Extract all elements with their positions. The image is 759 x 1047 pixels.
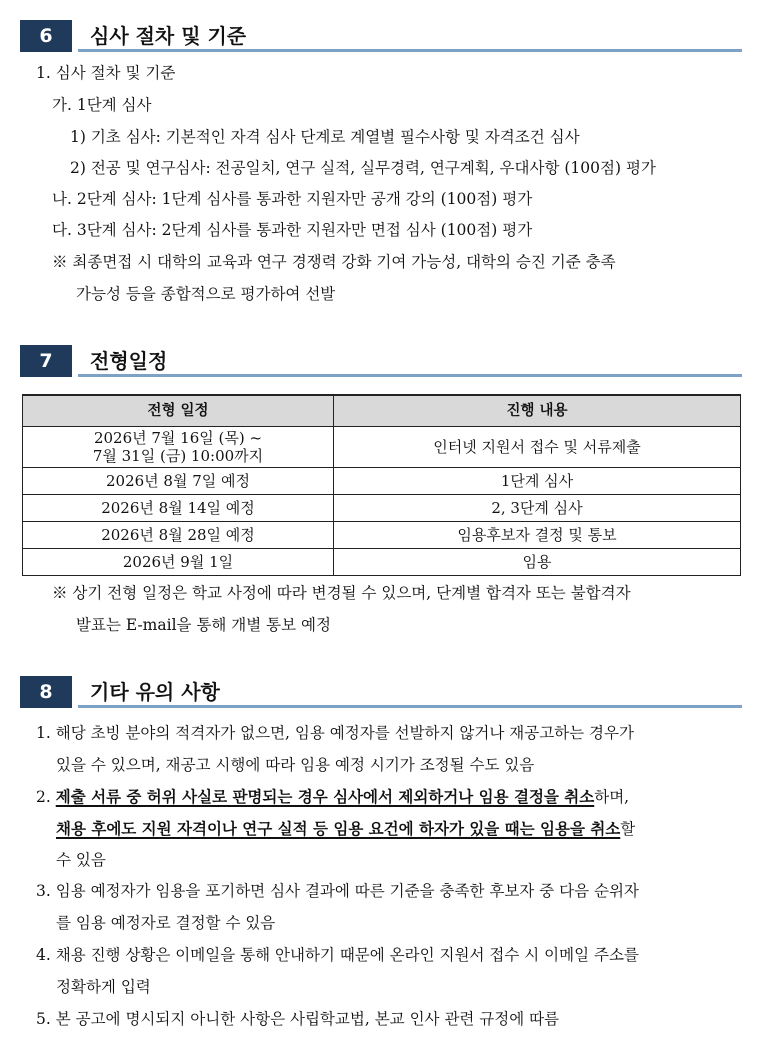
section-title: 심사 절차 및 기준 (90, 24, 247, 48)
schedule-content: 2, 3단계 심사 (334, 495, 741, 522)
notice-item-1: 1. 해당 초빙 분야의 적격자가 없으면, 임용 예정자를 선발하지 않거나 재공고하는 경우가 (36, 724, 634, 742)
section-number: 6 (20, 20, 72, 52)
schedule-date-line2: 7월 31일 (금) 10:00까지 (92, 447, 264, 465)
section-divider (78, 374, 742, 377)
review-heading: 1. 심사 절차 및 기준 (36, 64, 176, 82)
stage1-major-review: 2) 전공 및 연구심사: 전공일치, 연구 실적, 실무경력, 연구계획, 우대사항 (100점) 평가 (70, 159, 656, 177)
notice-item-5: 5. 본 공고에 명시되지 아니한 사항은 사립학교법, 본교 인사 관련 규정에 따름 (36, 1010, 560, 1028)
schedule-note: ※ 상기 전형 일정은 학교 사정에 따라 변경될 수 있으며, 단계별 합격자 또는 불합격자 (52, 584, 631, 602)
stage1-heading: 가. 1단계 심사 (52, 96, 152, 114)
section-number: 8 (20, 676, 72, 708)
table-row (23, 468, 741, 495)
notice-item-2-cont (56, 818, 635, 840)
schedule-content: 임용 (334, 549, 741, 576)
item-text: 하며, (594, 788, 630, 806)
section-title: 전형일정 (90, 349, 168, 373)
emphasis-text: 제출 서류 중 허위 사실로 판명되는 경우 심사에서 제외하거나 임용 결정을 취소 (55, 787, 595, 806)
schedule-date: 2026년 8월 28일 예정 (23, 522, 334, 549)
stage1-basic-review: 1) 기초 심사: 기본적인 자격 심사 단계로 계열별 필수사항 및 자격조건 심사 (70, 128, 580, 146)
stage2-review: 나. 2단계 심사: 1단계 심사를 통과한 지원자만 공개 강의 (100점) 평가 (52, 190, 533, 208)
final-interview-note: ※ 최종면접 시 대학의 교육과 연구 경쟁력 강화 기여 가능성, 대학의 승진 기준 충족 (52, 253, 616, 271)
notice-item-1-cont: 있을 수 있으며, 재공고 시행에 따라 임용 예정 시기가 조정될 수도 있음 (56, 756, 535, 774)
schedule-date-line1: 2026년 7월 16일 (목) ~ (93, 429, 263, 447)
notice-item-3: 3. 임용 예정자가 임용을 포기하면 심사 결과에 따른 기준을 충족한 후보자 중 다음 순위자 (36, 882, 639, 900)
schedule-content: 임용후보자 결정 및 통보 (334, 522, 741, 549)
header-schedule: 전형 일정 (23, 395, 334, 427)
item-number: 2. (36, 788, 51, 806)
schedule-date: 2026년 8월 7일 예정 (23, 468, 334, 495)
stage3-review: 다. 3단계 심사: 2단계 심사를 통과한 지원자만 면접 심사 (100점) 평가 (52, 221, 533, 239)
notice-item-4-cont: 정확하게 입력 (56, 978, 151, 996)
notice-item-2 (36, 786, 629, 808)
notice-item-2-cont2: 수 있음 (56, 851, 106, 869)
section-divider (78, 49, 742, 52)
schedule-date: 2026년 9월 1일 (23, 549, 334, 576)
schedule-table (22, 394, 741, 576)
schedule-date: 2026년 8월 14일 예정 (23, 495, 334, 522)
notice-item-3-cont: 를 임용 예정자로 결정할 수 있음 (56, 914, 276, 932)
schedule-note-cont: 발표는 E-mail을 통해 개별 통보 예정 (76, 616, 332, 634)
table-row (23, 549, 741, 576)
section-8-header (20, 676, 742, 710)
notice-item-4: 4. 채용 진행 상황은 이메일을 통해 안내하기 때문에 온라인 지원서 접수 시 이메일 주소를 (36, 946, 639, 964)
emphasis-text: 채용 후에도 지원 자격이나 연구 실적 등 임용 요건에 하자가 있을 때는 임용을 취소 (56, 819, 621, 838)
section-divider (78, 705, 742, 708)
table-row (23, 495, 741, 522)
schedule-date (23, 427, 334, 468)
table-row (23, 522, 741, 549)
section-7-header (20, 345, 742, 379)
final-interview-note-cont: 가능성 등을 종합적으로 평가하여 선발 (76, 285, 336, 303)
section-number: 7 (20, 345, 72, 377)
item-text: 할 (620, 820, 636, 838)
schedule-content: 1단계 심사 (334, 468, 741, 495)
table-header-row (23, 395, 741, 427)
section-title: 기타 유의 사항 (90, 680, 220, 704)
table-row (23, 427, 741, 468)
header-content: 진행 내용 (334, 395, 741, 427)
schedule-content: 인터넷 지원서 접수 및 서류제출 (334, 427, 741, 468)
section-6-header (20, 20, 742, 54)
